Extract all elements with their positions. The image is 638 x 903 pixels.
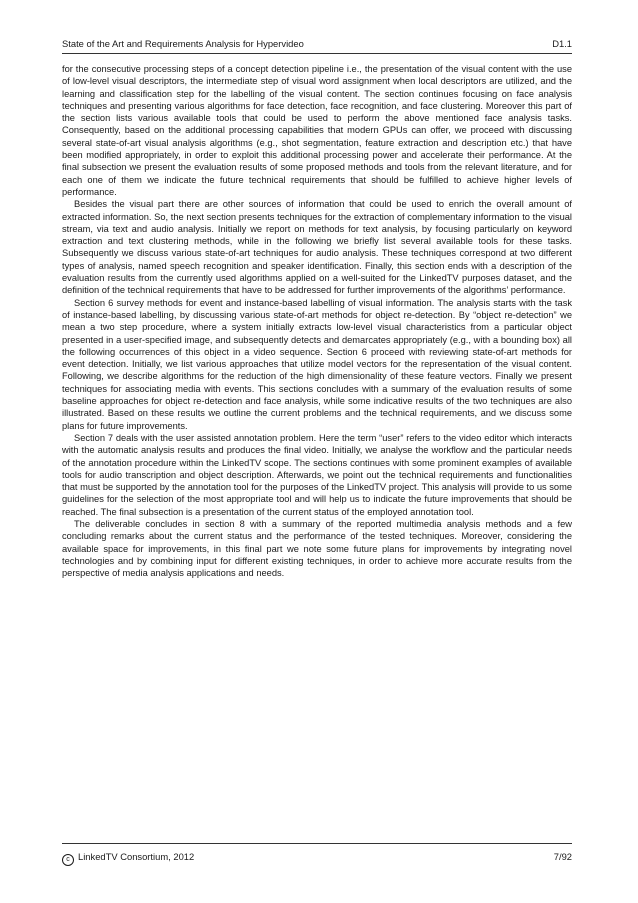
paragraph: The deliverable concludes in section 8 with a summary of the reported multimedia analysis methods and a few concluding remarks about the current status and the performance of the tested techniques. Moreover, considering the available space for improvements, in this final part we note some future plans for improvements by integrating novel technologies and by combining input for different existing techniques, in order to achieve more accurate results from the perspective of media analysis applications and needs. <box>62 518 572 579</box>
page-header <box>62 37 572 51</box>
paragraph: Section 7 deals with the user assisted annotation problem. Here the term “user” refers to the video editor which interacts with the automatic analysis results and produces the final video. Initially, we analyse the workflow and the particular needs of the annotation procedure within the LinkedTV scope. The sections continues with some prominent examples of available tools for audio transcription and object description. Afterwards, we point out the technical requirements and functionalities that must be supported by the annotation tool for the purposes of the LinkedTV project. This analysis will provide to us some guidelines for the selection of the most appropriate tool and will help us to indicate the future improvements that should be reached. The final subsection is a presentation of the current status of the employed annotation tool. <box>62 432 572 517</box>
header-rule <box>62 53 572 54</box>
copyright-notice <box>62 849 194 866</box>
paragraph: Section 6 survey methods for event and instance-based labelling of visual information. The analysis starts with the task of instance-based labelling, by discussing various state-of-art methods for object re-detection. By “object re-detection” we mean a two step procedure, where a system initially extracts low-level visual characteristics from a particular object presented in a user-specified image, and subsequently detects and demarcates appropriately (e.g., with a bounding box) all the following occurrences of this object in a video sequence. Section 6 proceed with reviewing state-of-art methods for event detection. Initially, we list various approaches that utilize model vectors for the representation of the visual content. Following, we describe algorithms for the reduction of the high dimensionality of these feature vectors. Finally we present techniques for associating media with events. This sections concludes with a summary of the evaluation results of some baseline approaches for object re-detection and face analysis, while some indicative results of the two techniques are also illustrated. Based on these results we outline the current problems and the technical requirements, and we discuss some plans for future improvements. <box>62 297 572 431</box>
page-footer <box>62 849 572 865</box>
deliverable-id: D1.1 <box>552 38 572 49</box>
body-text <box>62 63 572 579</box>
copyright-text: LinkedTV Consortium, 2012 <box>78 851 195 862</box>
copyright-icon: c <box>62 854 74 866</box>
footer-rule <box>62 843 572 844</box>
paragraph: for the consecutive processing steps of a concept detection pipeline i.e., the presentation of the visual content with the use of low-level visual descriptors, the intermediate step of visual word assignment when local descriptors are utilized, and the learning and classification step for the labelling of the visual content. The section continues focusing on face analysis techniques and presenting various algorithms for face detection, face recognition, and face clustering. Moreover this part of the section lists various available tools that could be used to perform the above mentioned face analysis tasks. Consequently, based on the additional processing capabilities that modern GPUs can offer, we proceed with discussing several state-of-art visual analysis algorithms (e.g., shot segmentation, feature extraction and description etc.) that have been modified appropriately, in order to exploit this additional processing power and accelerate their performance. At the final subsection we present the evaluation results of some proposed methods and tools from the relevant literature, and for each one of them we indicate the future technical requirements that should be fulfilled to achieve higher levels of performance. <box>62 64 572 197</box>
paragraph: Besides the visual part there are other sources of information that could be used to enrich the overall amount of extracted information. So, the next section presents techniques for the extraction of complementary information to the visual stream, via text and audio analysis. Initially we report on methods for text analysis, by focusing particularly on keyword extraction and text clustering methods, while in the following we briefly list several available tools for these tasks. Subsequently we discuss various state-of-art techniques for audio analysis. These techniques correspond at two different types of analysis, named speech recognition and speaker identification. Finally, this section ends with a description of the evaluation results from the currently used algorithms applied on a well-suited for the LinkedTV purposes dataset, and the definition of the technical requirements that have to be addressed for further improvements of the algorithms’ performance. <box>62 199 572 296</box>
document-title: State of the Art and Requirements Analysis for Hypervideo <box>62 38 304 49</box>
page-number: 7/92 <box>553 851 572 862</box>
